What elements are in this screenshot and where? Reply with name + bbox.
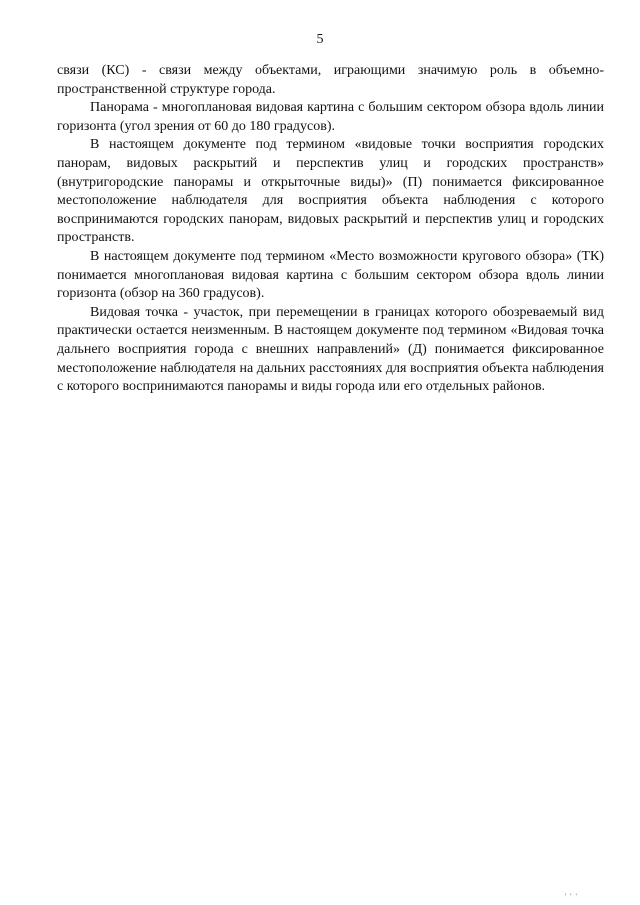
paragraph-ks-definition: связи (КС) - связи между объектами, играющими значимую роль в объемно-пространственной структуре города. — [57, 63, 604, 97]
paragraph-panorama-definition: Панорама - многоплановая видовая картина с большим сектором обзора вдоль линии горизонта (угол зрения от 60 до 180 градусов). — [57, 100, 604, 134]
page-number: 5 — [316, 32, 324, 47]
scan-corner-mark: ' ' ' — [564, 892, 578, 901]
paragraph-distant-viewpoint-definition: Видовая точка - участок, при перемещении в границах которого обозреваемый вид практически остается неизменным. В настоящем документе под термином «Видовая точка дальнего восприятия города с внешних направлений» (Д) понимается фиксированное местоположение наблюдателя на дальних расстояниях для восприятия объекта наблюдения с которого воспринимаются панорамы и виды города или его отдельных районов. — [57, 304, 604, 395]
paragraph-viewpoints-definition: В настоящем документе под термином «видовые точки восприятия городских панорам, видовых раскрытий и перспектив улиц и городских пространств» (внутригородские панорамы и открыточные виды)» (П) понимается фиксированное местоположение наблюдателя для восприятия объекта наблюдения с которого воспринимаются городских панорам, видовых раскрытий и перспектив улиц и городских пространств. — [57, 137, 604, 246]
document-body — [57, 62, 604, 397]
paragraph-circular-view-definition: В настоящем документе под термином «Место возможности кругового обзора» (ТК) понимается многоплановая видовая картина с большим сектором обзора вдоль линии горизонта (обзор на 360 градусов). — [57, 248, 604, 302]
